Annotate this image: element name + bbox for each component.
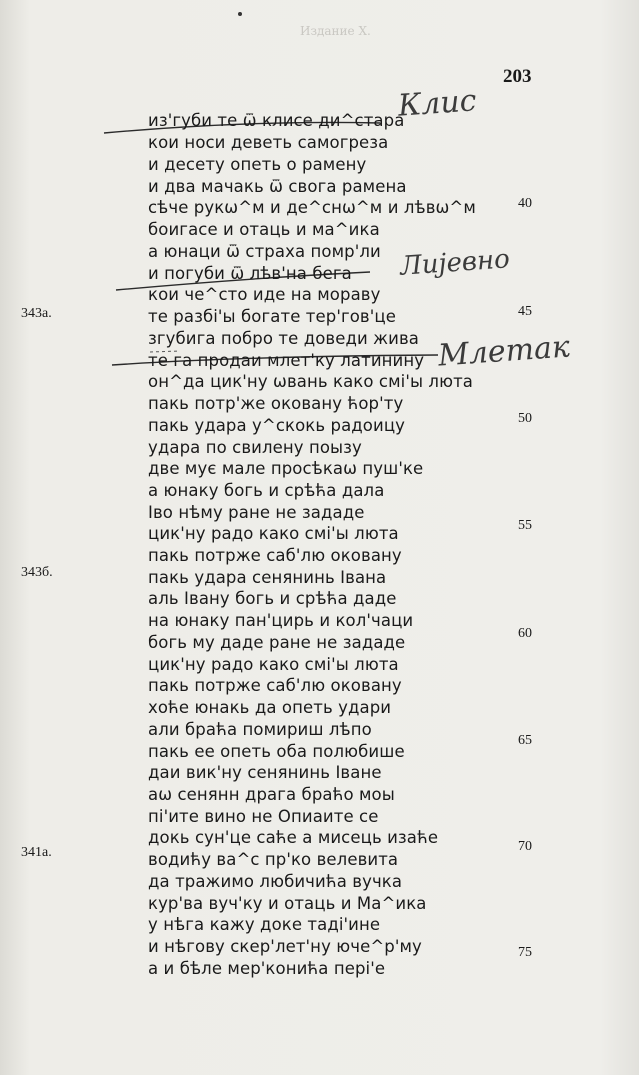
verse-line: и два мачакь ѿ свога рамена (148, 177, 407, 196)
verse-line: аѡ сенянн драга браћо моы (148, 785, 395, 804)
verse-line: пакь удара сенянинь Івана (148, 568, 387, 587)
line-number: 70 (518, 839, 532, 854)
verse-line: пакь потрже саб'лю оковану (148, 546, 402, 565)
verse-line: а юнаци ѿ страха помр'ли (148, 242, 381, 261)
handwritten-lijevno: Лијевно (399, 244, 511, 282)
verse-line: даи вик'ну сенянинь Іване (148, 763, 382, 782)
handwritten-klis: Клис (396, 83, 478, 124)
verse-line: али браћа помириш лѣпо (148, 720, 372, 739)
verse-line: и погуби ѿ лѣв'на бега (148, 264, 352, 283)
line-number: 75 (518, 945, 532, 960)
verse-line: пакь потр'же оковану ћор'ту (148, 394, 404, 413)
line-number: 65 (518, 733, 532, 748)
source-ref: 343б. (21, 565, 53, 580)
verse-line: боигасе и отаць и ма^ика (148, 220, 380, 239)
verse-line: аль Івану богь и срѣћа даде (148, 589, 397, 608)
verse-line: цик'ну радо како смі'ы люта (148, 524, 399, 543)
line-number: 50 (518, 411, 532, 426)
page-number: 203 (503, 66, 532, 87)
verse-line: сѣче рукѡ^м и де^снѡ^м и лѣвѡ^м (148, 198, 476, 217)
verse-line: хоће юнакь да опеть удари (148, 698, 392, 717)
line-number: 40 (518, 196, 532, 211)
verse-line: кур'ва вуч'ку и отаць и Ма^ика (148, 894, 427, 913)
bleed-through-header: Издание Х. (300, 24, 371, 38)
verse-line: удара по свилену поызу (148, 438, 362, 457)
verse-line: пакь удара у^скокь радоицу (148, 416, 406, 435)
verse-line: докь сун'це саће а мисець изаће (148, 828, 439, 847)
verse-line: кои че^сто иде на мораву (148, 285, 381, 304)
verse-line: згубига побро те доведи жива (148, 329, 419, 348)
handwritten-mletak: Млетак (436, 329, 571, 374)
verse-line: те га продаи млет'ку латинину (148, 351, 425, 370)
verse-line: две мує мале просѣкаѡ пуш'ке (148, 459, 424, 478)
verse-line: а и бѣле мер'конића пері'е (148, 959, 386, 978)
verse-line: у нѣга кажу доке таді'ине (148, 915, 381, 934)
verse-line: пі'ите вино не Опиаите се (148, 807, 379, 826)
verse-line: пакь ее опеть оба полюбише (148, 742, 405, 761)
verse-line: а юнаку богь и срѣћа дала (148, 481, 385, 500)
verse-line: да тражимо любичића вучка (148, 872, 403, 891)
verse-line: Іво нѣму ране не зададе (148, 503, 365, 522)
verse-line: богь му даде ране не зададе (148, 633, 406, 652)
source-ref: 341а. (21, 845, 52, 860)
verse-line: и нѣгову скер'лет'ну юче^р'му (148, 937, 422, 956)
verse-line: из'губи те ѿ клисе ди^стара (148, 111, 405, 130)
line-number: 55 (518, 518, 532, 533)
verse-line: кои носи деветь самогреза (148, 133, 389, 152)
verse-line: водићу ва^с пр'ко велевита (148, 850, 399, 869)
verse-line: пакь потрже саб'лю оковану (148, 676, 402, 695)
verse-line: на юнаку пан'цирь и кол'чаци (148, 611, 414, 630)
verse-line: и десету опеть о рамену (148, 155, 367, 174)
line-number: 45 (518, 304, 532, 319)
verse-line: цик'ну радо како смі'ы люта (148, 655, 399, 674)
source-ref: 343а. (21, 306, 52, 321)
verse-line: те разбі'ы богате тер'гов'це (148, 307, 396, 326)
line-number: 60 (518, 626, 532, 641)
verse-line: он^да цик'ну ѡвань како смі'ы люта (148, 372, 473, 391)
